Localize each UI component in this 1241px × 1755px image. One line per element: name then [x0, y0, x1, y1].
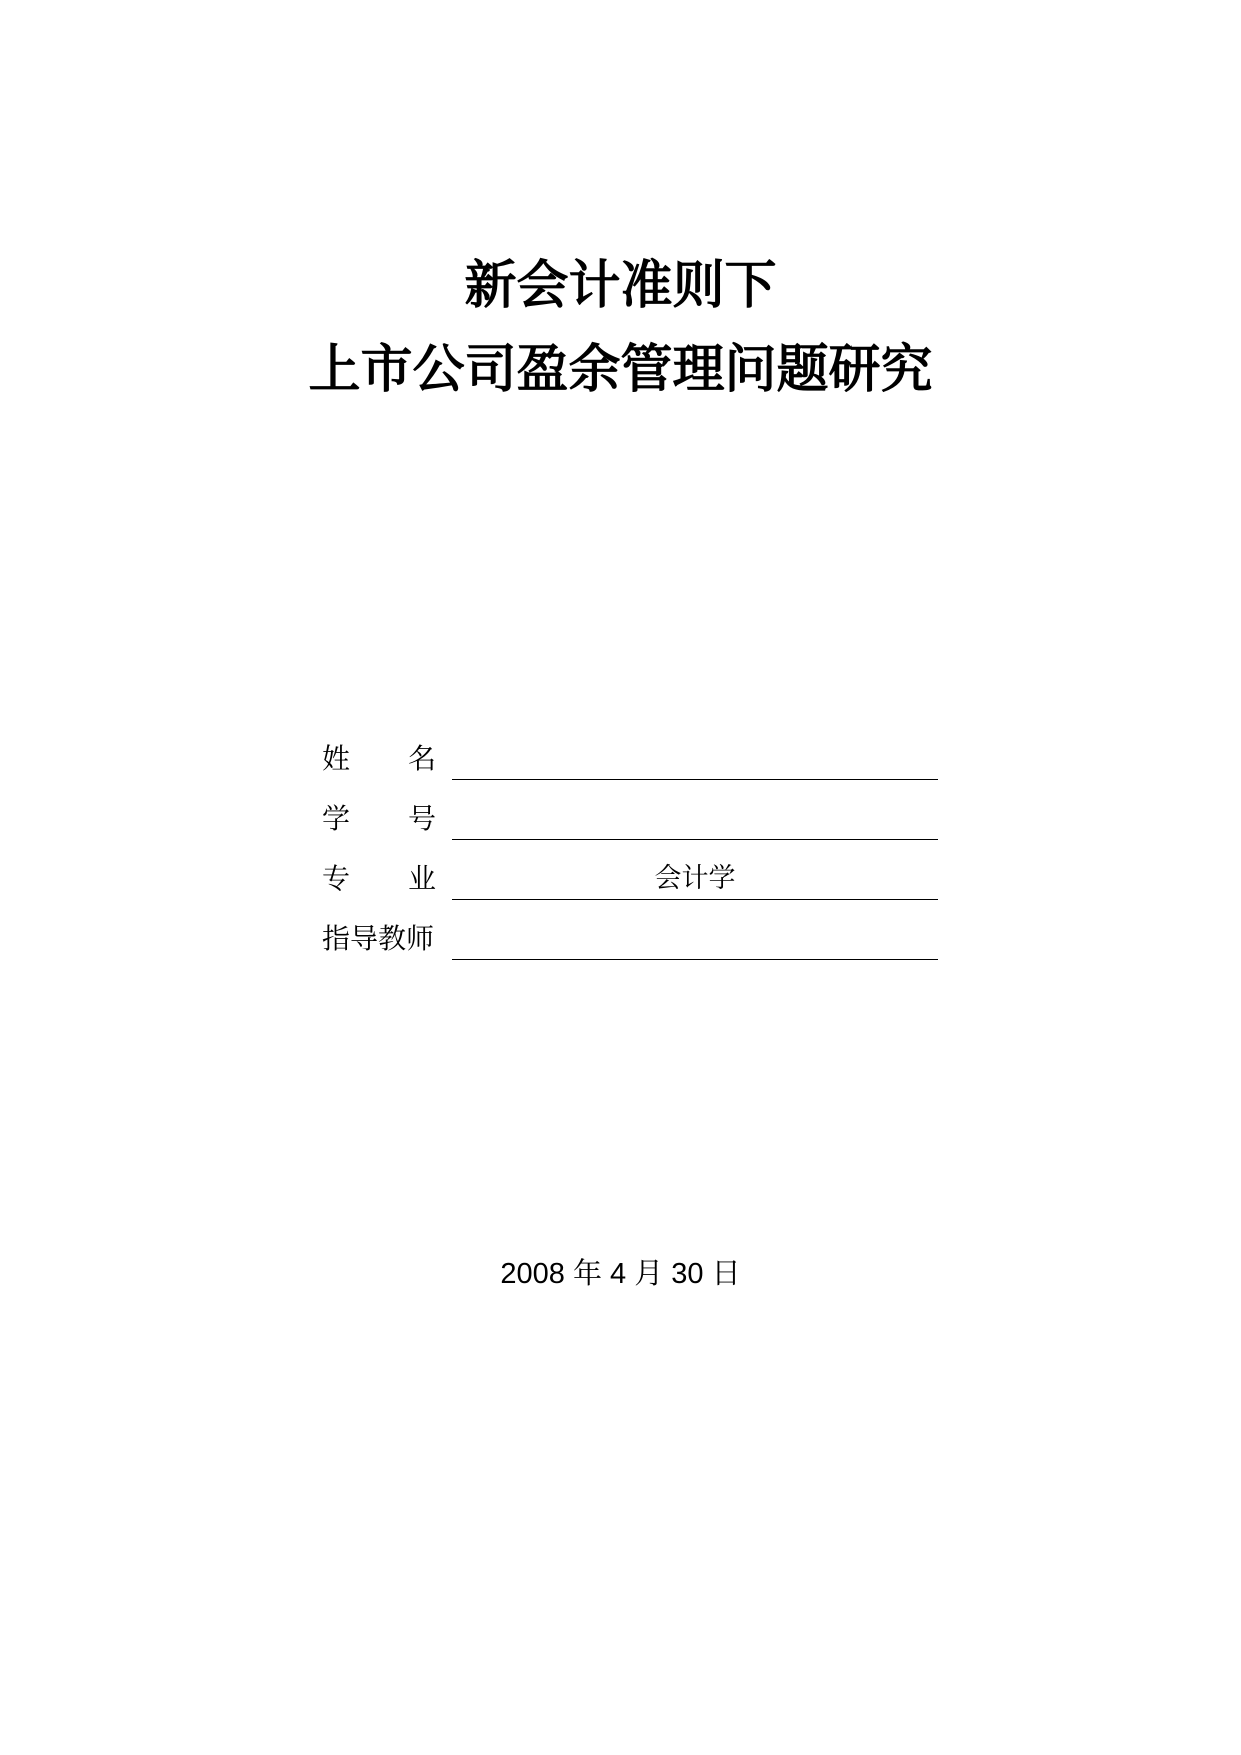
info-row-major: [322, 853, 942, 913]
major-label-char-1: 专: [322, 862, 351, 895]
title-line-2: 上市公司盈余管理问题研究: [308, 339, 933, 400]
advisor-label: 指导教师: [322, 922, 435, 955]
major-label: [322, 861, 436, 897]
info-row-student-id: [322, 793, 942, 853]
name-label-char-2: 名: [407, 742, 436, 775]
info-row-name: [322, 733, 942, 793]
info-row-advisor: [322, 913, 942, 973]
name-label-char-1: 姓: [322, 742, 351, 775]
student-id-label: [322, 801, 436, 837]
submission-date: 2008 年 4 月 30 日: [500, 1258, 741, 1290]
student-info-block: [322, 733, 942, 973]
title-line-1: 新会计准则下: [464, 255, 777, 316]
major-label-char-2: 业: [407, 862, 436, 895]
student-id-label-char-1: 学: [322, 802, 351, 835]
student-id-field[interactable]: [452, 797, 938, 840]
advisor-field[interactable]: [452, 917, 938, 960]
major-field[interactable]: 会计学: [452, 857, 938, 900]
name-field[interactable]: [452, 737, 938, 780]
name-label: [322, 741, 436, 777]
student-id-label-char-2: 号: [407, 802, 436, 835]
